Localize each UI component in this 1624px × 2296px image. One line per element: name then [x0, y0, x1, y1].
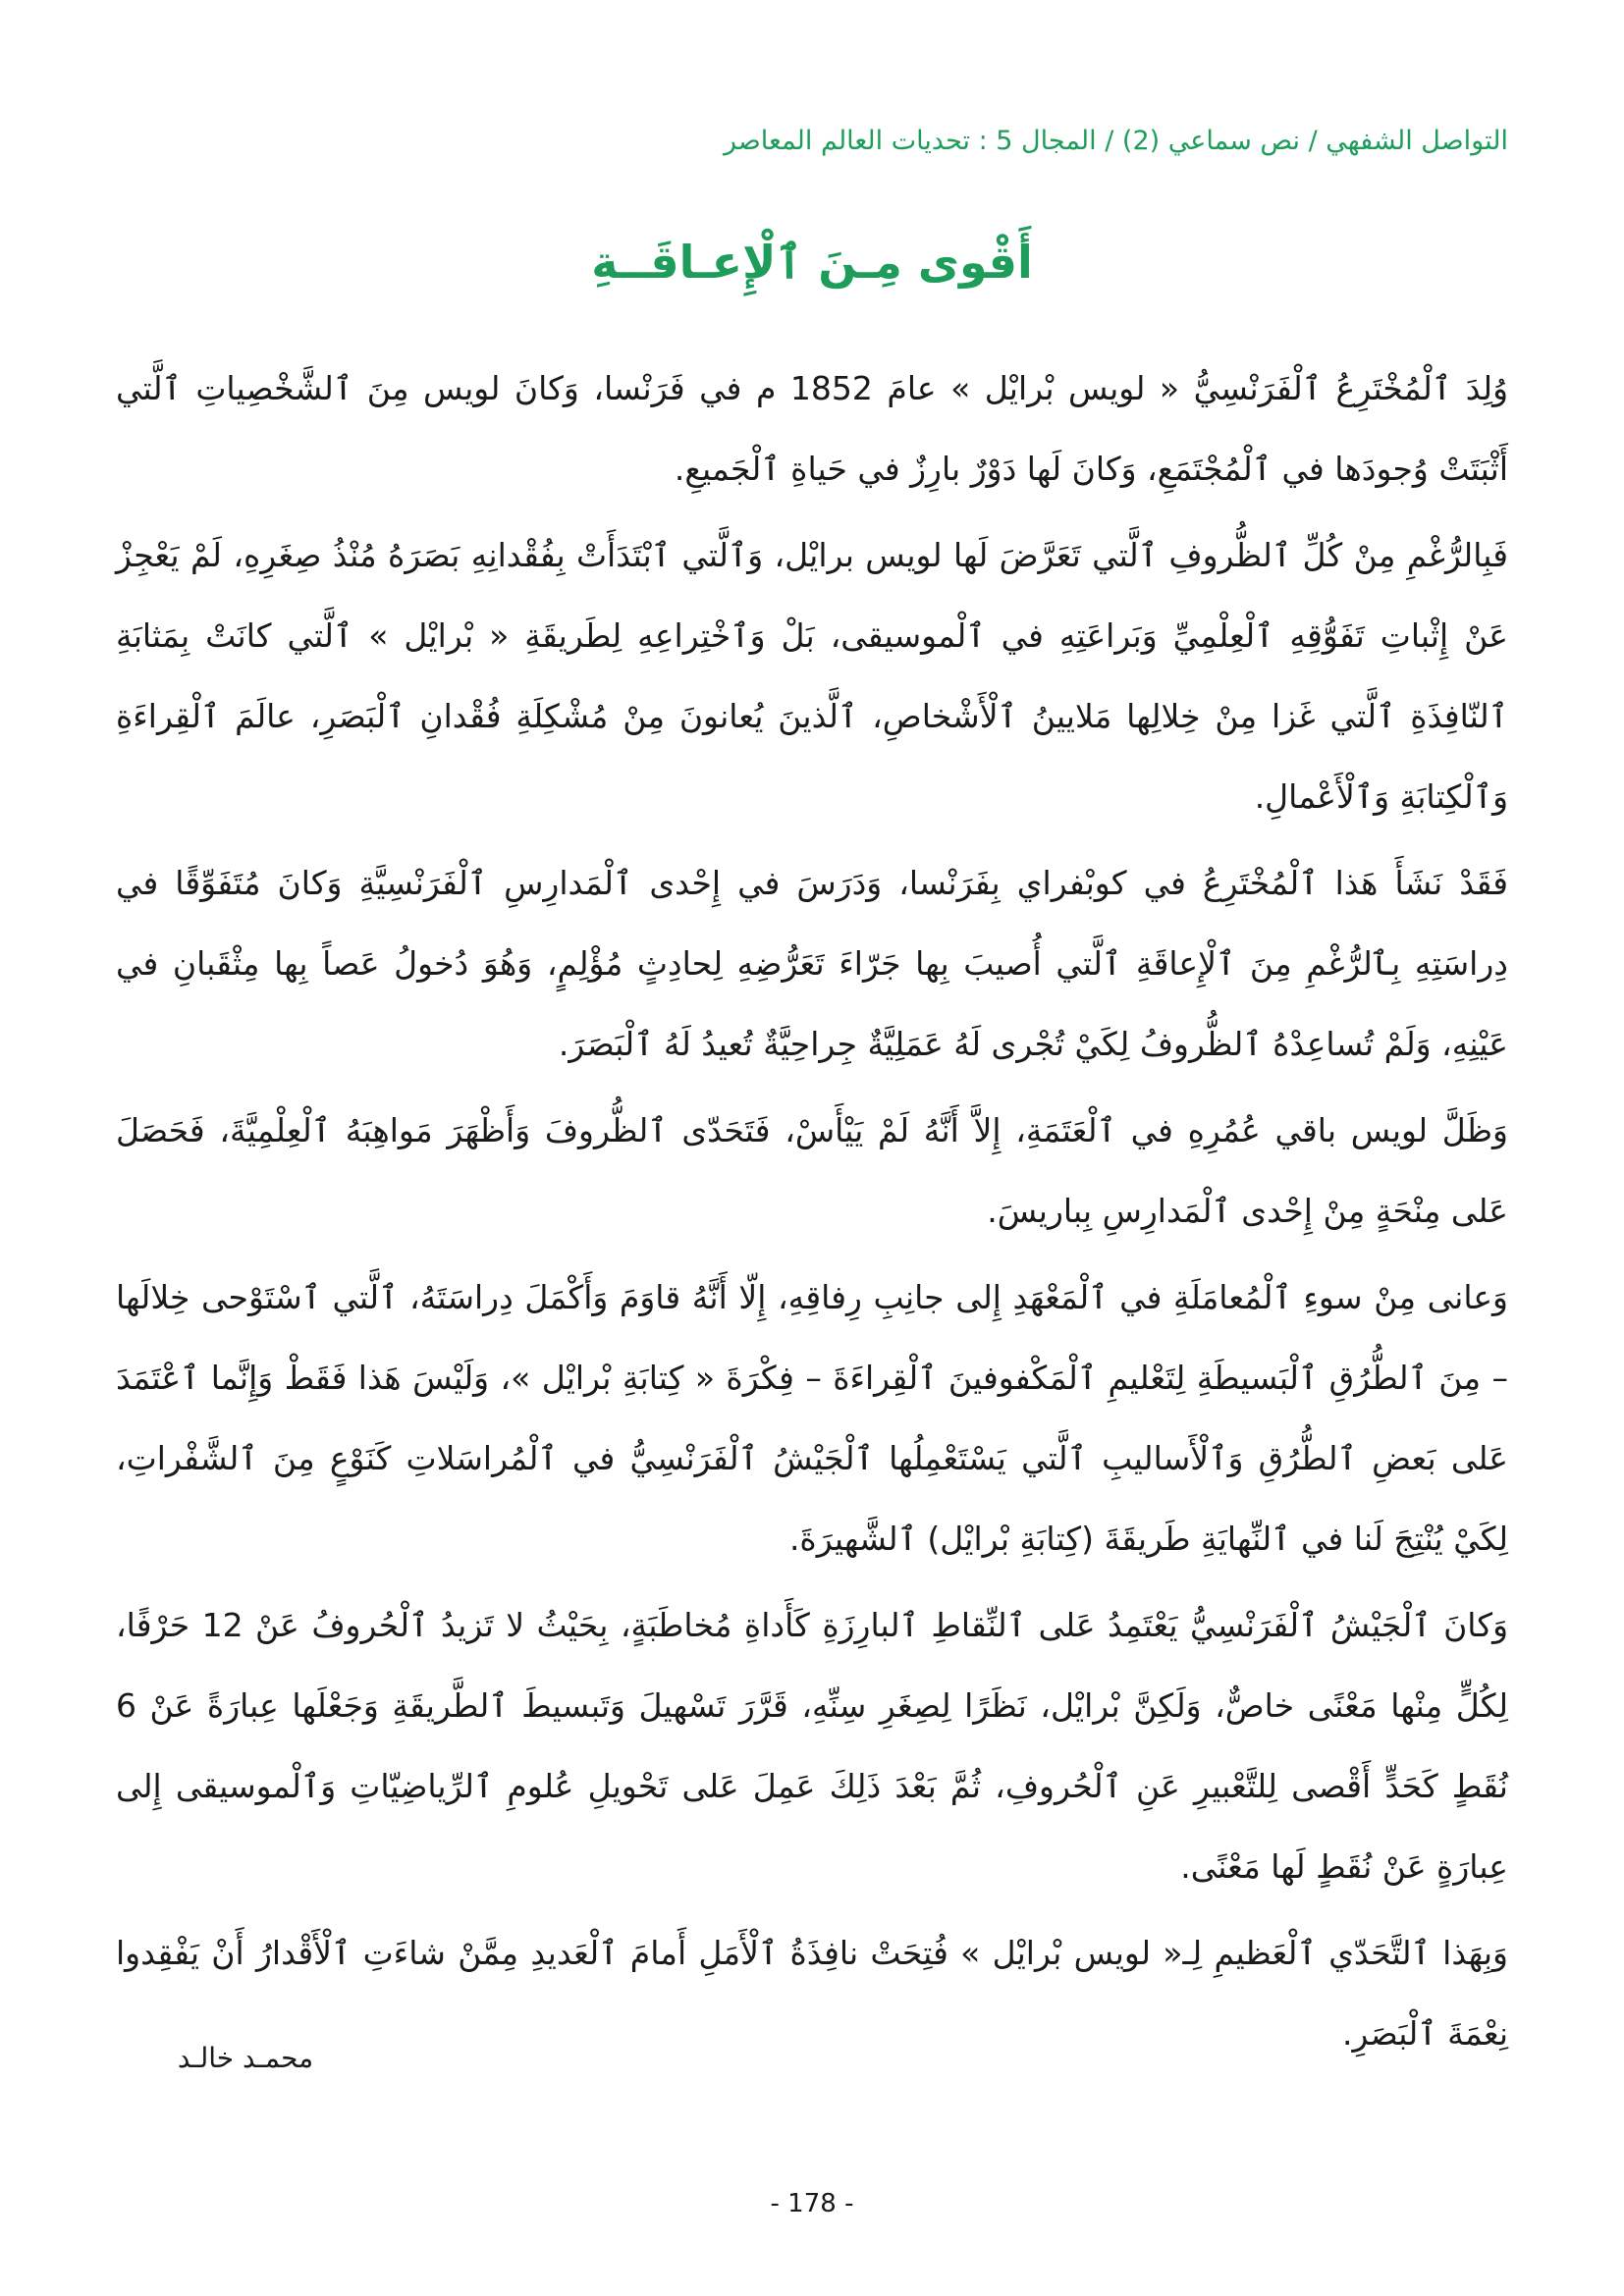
- page-number: - 178 -: [770, 2189, 854, 2218]
- paragraph-6: وَكانَ ٱلْجَيْشُ ٱلْفَرَنْسِيُّ يَعْتَمِدُ عَلى ٱلنِّقاطِ ٱلبارِزَةِ كَأَداةِ مُخاطَبَةٍ، بِحَيْثُ لا تَزيدُ ٱلْحُروفُ عَنْ 12 حَرْفًا، لِكُلٍّ مِنْها مَعْنًى خاصٌّ، وَلَكِنَّ بْرايْل، نَظَرًا لِصِغَرِ سِنِّهِ، قَرَّرَ تَسْهيلَ وَتَبسيطَ ٱلطَّريقَةِ وَجَعْلَها عِبارَةً عَنْ 6 نُقَطٍ كَحَدٍّ أَقْصى لِلتَّعْبيرِ عَنِ ٱلْحُروفِ، ثُمَّ بَعْدَ ذَلِكَ عَمِلَ عَلى تَحْويلِ عُلومِ ٱلرِّياضِيّاتِ وَٱلْموسيقى إِلى عِبارَةٍ عَنْ نُقَطٍ لَها مَعْنًى.: [116, 1606, 1509, 1886]
- article-body: [116, 348, 1508, 2080]
- paragraph-7: وَبِهَذا ٱلتَّحَدّي ٱلْعَظيمِ لِـ« لويس بْرايْل » فُتِحَتْ نافِذَةُ ٱلْأَمَلِ أَمامَ ٱلْعَديدِ مِمَّنْ شاءَتِ ٱلْأَقْدارُ أَنْ يَفْقِدوا نِعْمَةَ ٱلْبَصَرِ.: [116, 1934, 1508, 2053]
- page-title: أَقْوى مِـنَ ٱلْإِعـاقَــةِ: [591, 236, 1033, 289]
- paragraph-3: فَقَدْ نَشَأَ هَذا ٱلْمُخْتَرِعُ في كوبْفراي بِفَرَنْسا، وَدَرَسَ في إِحْدى ٱلْمَدارِسِ ٱلْفَرَنْسِيَّةِ وَكانَ مُتَفَوِّقًا في دِراسَتِهِ بِٱلرُّغْمِ مِنَ ٱلْإِعاقَةِ ٱلَّتي أُصيبَ بِها جَرّاءَ تَعَرُّضِهِ لِحادِثٍ مُؤْلِمٍ، وَهُوَ دُخولُ عَصاً بِها مِثْقَبانِ في عَيْنِهِ، وَلَمْ تُساعِدْهُ ٱلظُّروفُ لِكَيْ تُجْرى لَهُ عَمَلِيَّةٌ جِراحِيَّةٌ تُعيدُ لَهُ ٱلْبَصَرَ.: [116, 864, 1508, 1063]
- breadcrumb: التواصل الشفهي / نص سماعي (2) / المجال 5 : تحديات العالم المعاصر: [723, 126, 1508, 156]
- paragraph-1: وُلِدَ ٱلْمُخْتَرِعُ ٱلْفَرَنْسِيُّ « لويس بْرايْل » عامَ 1852 م في فَرَنْسا، وَكانَ لويس مِنَ ٱلشَّخْصِياتِ ٱلَّتي أَثْبَتَتْ وُجودَها في ٱلْمُجْتَمَعِ، وَكانَ لَها دَوْرٌ بارِزٌ في حَياةِ ٱلْجَميعِ.: [116, 369, 1509, 488]
- author-name: محمـد خالـد: [177, 2042, 314, 2074]
- paragraph-5: وَعانى مِنْ سوءِ ٱلْمُعامَلَةِ في ٱلْمَعْهَدِ إِلى جانِبِ رِفاقِهِ، إِلّا أَنَّهُ قاوَمَ وَأَكْمَلَ دِراسَتَهُ، ٱلَّتي ٱسْتَوْحى خِلالَها – مِنَ ٱلطُّرُقِ ٱلْبَسيطَةِ لِتَعْليمِ ٱلْمَكْفوفينَ ٱلْقِراءَةَ – فِكْرَةَ « كِتابَةِ بْرايْل »، وَلَيْسَ هَذا فَقَطْ وَإِنَّما ٱعْتَمَدَ عَلى بَعضِ ٱلطُّرُقِ وَٱلْأَساليبِ ٱلَّتي يَسْتَعْمِلُها ٱلْجَيْشُ ٱلْفَرَنْسِيُّ في ٱلْمُراسَلاتِ كَنَوْعٍ مِنَ ٱلشَّفْراتِ، لِكَيْ يُنْتِجَ لَنا في ٱلنِّهايَةِ طَريقَةَ (كِتابَةِ بْرايْل) ٱلشَّهيرَةَ.: [116, 1278, 1508, 1558]
- paragraph-4: وَظَلَّ لويس باقي عُمُرِهِ في ٱلْعَتَمَةِ، إِلاَّ أَنَّهُ لَمْ يَيْأَسْ، فَتَحَدّى ٱلظُّروفَ وَأَظْهَرَ مَواهِبَهُ ٱلْعِلْمِيَّةَ، فَحَصَلَ عَلى مِنْحَةٍ مِنْ إِحْدى ٱلْمَدارِسِ بِباريسَ.: [116, 1111, 1508, 1230]
- paragraph-2: فَبِالرُّغْمِ مِنْ كُلِّ ٱلظُّروفِ ٱلَّتي تَعَرَّضَ لَها لويس برايْل، وَٱلَّتي ٱبْتَدَأَتْ بِفُقْدانِهِ بَصَرَهُ مُنْذُ صِغَرِهِ، لَمْ يَعْجِزْ عَنْ إِثْباتِ تَفَوُّقِهِ ٱلْعِلْمِيِّ وَبَراعَتِهِ في ٱلْموسيقى، بَلْ وَٱخْتِراعِهِ لِطَريقَةِ « بْرايْل » ٱلَّتي كانَتْ بِمَثابَةِ ٱلنّافِذَةِ ٱلَّتي غَزا مِنْ خِلالِها مَلايينُ ٱلْأَشْخاصِ، ٱلَّذينَ يُعانونَ مِنْ مُشْكِلَةِ فُقْدانِ ٱلْبَصَرِ، عالَمَ ٱلْقِراءَةِ وَٱلْكِتابَةِ وَٱلْأَعْمالِ.: [116, 536, 1508, 816]
